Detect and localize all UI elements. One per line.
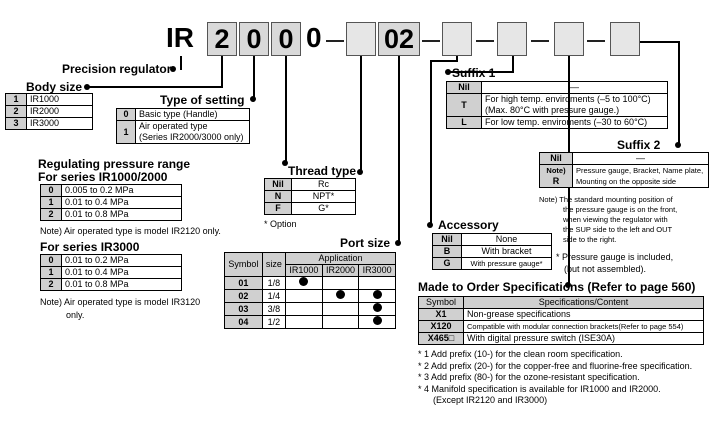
leader-line	[360, 56, 362, 172]
application-bullet	[373, 290, 382, 299]
part-digit-setting-type: 0	[239, 22, 269, 56]
table-row: 2 0.01 to 0.8 MPa	[41, 279, 182, 291]
accessory-table	[432, 233, 552, 270]
part-accessory-box	[442, 22, 472, 56]
leader-line	[430, 60, 432, 226]
table-row: 2 IR2000	[6, 106, 93, 118]
table-row: 1 0.01 to 0.4 MPa	[41, 267, 182, 279]
port-size-heading: Port size	[340, 236, 391, 250]
application-bullet	[299, 277, 308, 286]
suffix1-heading: Suffix 1	[452, 66, 496, 80]
table-row: 0 Basic type (Handle)	[117, 109, 250, 121]
leader-dot	[675, 142, 681, 148]
application-bullet	[373, 316, 382, 325]
table-row: 3 IR3000	[6, 118, 93, 130]
suffix1-table	[446, 81, 668, 129]
regulating-pressure-heading: Regulating pressure range	[38, 157, 191, 171]
series-1000-2000-subheading: For series IR1000/2000	[38, 170, 168, 184]
mto-notes: * 1 Add prefix (10-) for the clean room specification. * 2 Add prefix (20-) for the copper-free and fluorine-free specification. * 3 Add prefix (80-) for the ozone-resistant specification. * 4 Manifold specification is available for IR1000 and IR2000. (Except IR2120 and IR3000)	[418, 349, 693, 405]
leader-dot	[250, 96, 256, 102]
table-row: 02 1/4	[225, 290, 396, 303]
application-bullet	[336, 290, 345, 299]
table-row: 03 3/8	[225, 303, 396, 316]
mto-table	[418, 296, 704, 345]
table-row: N NPT*	[265, 191, 356, 203]
thread-type-table	[264, 178, 356, 215]
separator-dash	[422, 40, 440, 42]
part-suffix2-box	[610, 22, 640, 56]
table-row: X1 Non-grease specifications	[419, 309, 704, 321]
leader-line	[398, 56, 400, 244]
port-size-table	[224, 252, 396, 329]
part-suffix1-box	[497, 22, 527, 56]
accessory-note-cont: (but not assembled).	[564, 264, 647, 274]
application-bullet	[373, 303, 382, 312]
pressure-range-table-2	[40, 254, 182, 291]
leader-line	[87, 86, 223, 88]
table-row: T For high temp. enviroments (–5 to 100°C) (Max. 80°C with pressure gauge.)	[447, 94, 668, 117]
table-row: 0 0.005 to 0.2 MPa	[41, 185, 182, 197]
pressure-note-1: Note) Air operated type is model IR2120 only.	[40, 226, 221, 236]
pressure-range-table-1	[40, 184, 182, 221]
table-row: Nil —	[447, 82, 668, 94]
accessory-heading: Accessory	[438, 218, 499, 232]
part-digit-pressure-range: 0	[271, 22, 301, 56]
separator-dash	[326, 40, 344, 42]
leader-dot	[357, 169, 363, 175]
part-mto-box	[554, 22, 584, 56]
table-row: 01 1/8	[225, 277, 396, 290]
table-row: B With bracket	[433, 246, 552, 258]
leader-line	[512, 56, 514, 72]
suffix2-heading: Suffix 2	[617, 138, 661, 152]
part-port-size: 02	[378, 22, 420, 56]
mto-heading: Made to Order Specifications (Refer to page 560)	[418, 280, 696, 294]
table-row: Note) R Pressure gauge, Bracket, Name plate, Mounting on the opposite side	[540, 165, 709, 188]
part-prefix: IR	[166, 22, 194, 53]
body-size-heading: Body size	[26, 80, 83, 94]
part-thread-type-box	[346, 22, 376, 56]
leader-dot	[395, 240, 401, 246]
leader-line	[180, 56, 182, 70]
accessory-note: * Pressure gauge is included,	[556, 252, 674, 262]
leader-dot	[84, 84, 90, 90]
leader-line	[456, 56, 458, 62]
leader-dot	[427, 222, 433, 228]
table-row: 2 0.01 to 0.8 MPa	[41, 209, 182, 221]
table-row: Nil Rc	[265, 179, 356, 191]
table-row: Symbol Specifications/Content	[419, 297, 704, 309]
separator-dash	[476, 40, 494, 42]
pressure-note-2: Note) Air operated type is model IR3120	[40, 297, 201, 307]
table-row: Nil None	[433, 234, 552, 246]
table-row: G With pressure gauge*	[433, 258, 552, 270]
table-row: Symbol size Application	[225, 253, 396, 265]
thread-type-note: * Option	[264, 219, 297, 229]
table-row: F G*	[265, 203, 356, 215]
pressure-note-2-cont: only.	[66, 310, 85, 320]
precision-regulator-label: Precision regulator	[62, 62, 172, 76]
suffix2-table	[539, 152, 709, 188]
part-digit-body-size: 2	[207, 22, 237, 56]
body-size-table	[5, 93, 93, 130]
leader-line	[285, 56, 287, 164]
table-row: 1 0.01 to 0.4 MPa	[41, 197, 182, 209]
table-row: X465□ With digital pressure switch (ISE30A)	[419, 333, 704, 345]
leader-line	[678, 42, 680, 144]
thread-type-heading: Thread type	[288, 164, 357, 178]
leader-line	[430, 60, 457, 62]
table-row: X120 Compatible with modular connection brackets(Refer to page 554)	[419, 321, 704, 333]
table-row: L For low temp. enviroments (–30 to 60°C)	[447, 117, 668, 129]
table-row: IR1000 IR2000 IR3000	[225, 265, 396, 277]
leader-line	[221, 56, 223, 87]
table-row: 0 0.01 to 0.2 MPa	[41, 255, 182, 267]
leader-line	[640, 41, 680, 43]
table-row: 04 1/2	[225, 316, 396, 329]
leader-line	[253, 56, 255, 100]
type-of-setting-heading: Type of setting	[160, 93, 245, 107]
separator-dash	[531, 40, 549, 42]
series-3000-subheading: For series IR3000	[40, 240, 140, 254]
part-digit-fixed: 0	[306, 22, 322, 53]
separator-dash	[587, 40, 605, 42]
table-row: Nil —	[540, 153, 709, 165]
suffix2-note: Note) The standard mounting position of the pressure gauge is on the front, when viewing the regulator with the SUP side to the left and OUT side to the right.	[539, 195, 678, 244]
type-of-setting-table	[116, 108, 250, 144]
table-row: 1 IR1000	[6, 94, 93, 106]
leader-dot	[445, 69, 451, 75]
table-row: 1 Air operated type (Series IR2000/3000 only)	[117, 121, 250, 144]
